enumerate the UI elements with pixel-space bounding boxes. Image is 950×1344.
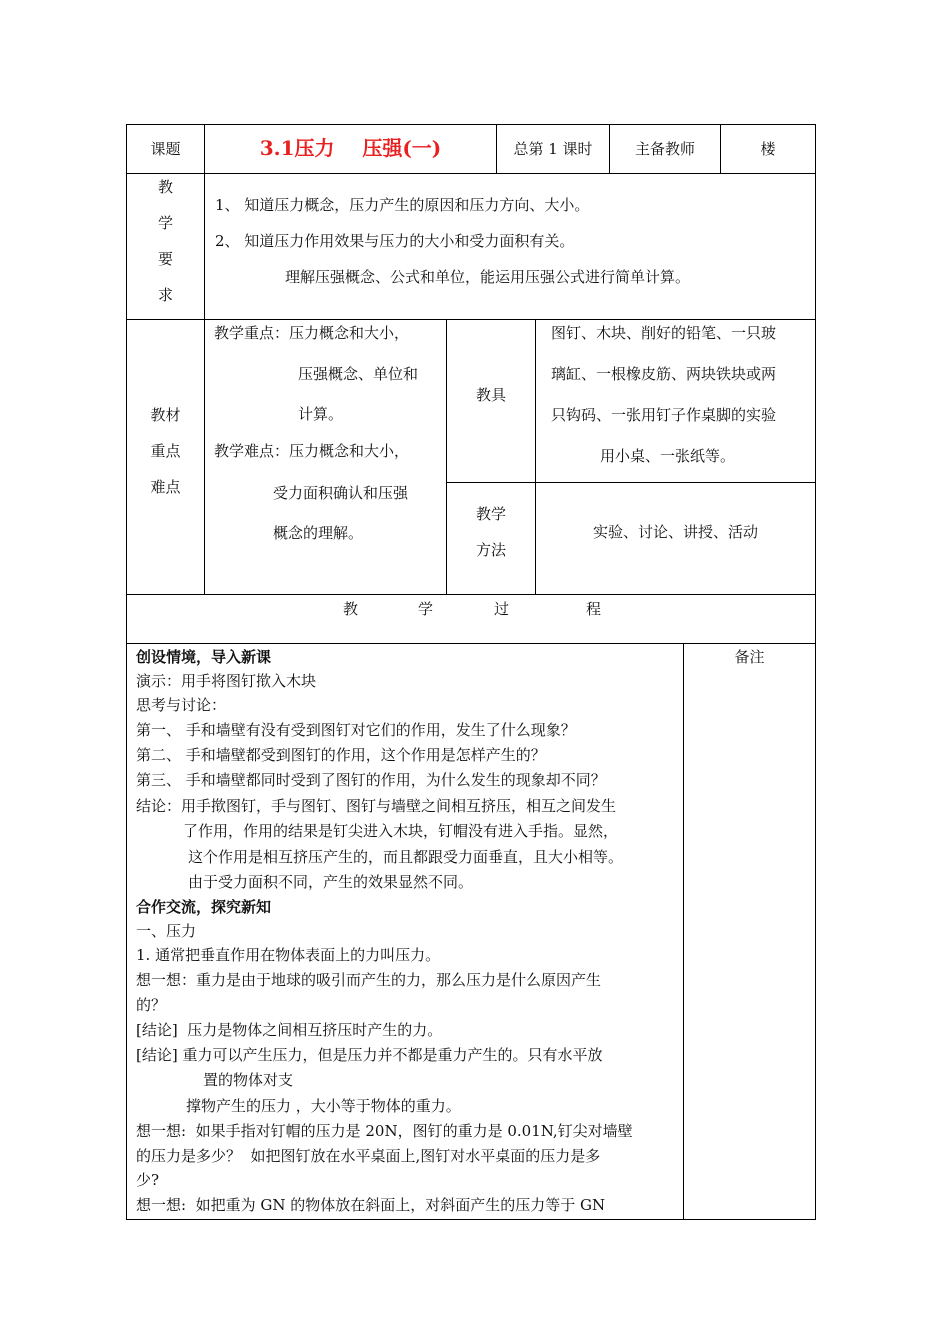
row-divider <box>126 594 816 595</box>
body-text-line: 撑物产生的压力 ，大小等于物体的重力。 <box>186 1097 461 1115</box>
col-divider <box>204 124 205 595</box>
process-header-char: 过 <box>494 600 510 618</box>
body-text-line: 结论：用手揿图钉，手与图钉、图钉与墙壁之间相互挤压，相互之间发生 <box>136 797 617 815</box>
body-text-line: [结论] 重力可以产生压力，但是压力并不都是重力产生的。只有水平放 <box>136 1046 603 1064</box>
requirements-label-char: 学 <box>157 214 173 232</box>
table-border-bottom <box>126 1219 816 1220</box>
body-text-line: 少? <box>136 1171 160 1189</box>
body-text-line: 思考与讨论： <box>136 696 227 714</box>
section-heading: 创设情境，导入新课 <box>136 648 272 666</box>
materials-label-line: 教材 <box>150 406 181 424</box>
table-border-top <box>126 124 816 125</box>
body-text-line: [结论] 压力是物体之间相互挤压时产生的力。 <box>136 1021 443 1039</box>
body-text-line: 第一、 手和墙壁有没有受到图钉对它们的作用，发生了什么现象？ <box>136 721 576 739</box>
body-text-line: 想一想: 如果手指对钉帽的压力是 20N，图钉的重力是 0.01N,钉尖对墙壁 <box>136 1122 633 1140</box>
body-text-line: 1. 通常把垂直作用在物体表面上的力叫压力。 <box>136 946 441 964</box>
difficulty-line: 概念的理解。 <box>273 524 364 542</box>
body-text-line: 第三、 手和墙壁都同时受到了图钉的作用，为什么发生的现象却不同？ <box>136 771 606 789</box>
method-label-line: 教学 <box>475 505 506 523</box>
requirement-item: 理解压强概念、公式和单位，能运用压强公式进行简单计算。 <box>285 268 691 286</box>
tools-label: 教具 <box>475 386 506 404</box>
body-text-line: 想一想：重力是由于地球的吸引而产生的力，那么压力是什么原因产生 <box>136 971 602 989</box>
requirement-item: 1、 知道压力概念，压力产生的原因和压力方向、大小。 <box>215 196 590 214</box>
key-point-line: 教学重点：压力概念和大小， <box>214 324 410 342</box>
tools-line: 图钉、木块、削好的铅笔、一只玻 <box>551 324 777 342</box>
key-point-line: 压强概念、单位和 <box>298 365 419 383</box>
process-header-char: 程 <box>586 600 602 618</box>
body-text-line: 的压力是多少？ 如把图钉放在水平桌面上,图钉对水平桌面的压力是多 <box>136 1147 601 1165</box>
difficulty-line: 受力面积确认和压强 <box>273 484 409 502</box>
row-divider <box>126 319 816 320</box>
lesson-count: 总第 1 课时 <box>513 140 593 158</box>
difficulty-line: 教学难点：压力概念和大小， <box>214 442 410 460</box>
row-divider <box>126 643 816 644</box>
requirement-item: 2、 知道压力作用效果与压力的大小和受力面积有关。 <box>215 232 575 250</box>
body-text-line: 一、压力 <box>136 922 197 940</box>
requirements-label-char: 要 <box>157 250 173 268</box>
remarks-label: 备注 <box>734 648 765 666</box>
requirements-label-char: 教 <box>157 178 173 196</box>
tools-line: 只钩码、一张用钉子作桌脚的实验 <box>551 406 777 424</box>
method-label-line: 方法 <box>475 541 506 559</box>
row-divider <box>446 482 816 483</box>
col-divider <box>535 319 536 595</box>
body-text-line: 了作用，作用的结果是钉尖进入木块，钉帽没有进入手指。显然， <box>183 822 619 840</box>
building-label: 楼 <box>760 140 776 158</box>
body-text-line: 由于受力面积不同，产生的效果显然不同。 <box>188 873 474 891</box>
body-text-line: 的？ <box>136 996 167 1014</box>
body-text-line: 这个作用是相互挤压产生的，而且都跟受力面垂直，且大小相等。 <box>188 848 624 866</box>
requirements-label-char: 求 <box>157 286 173 304</box>
body-text-line: 置的物体对支 <box>203 1071 294 1089</box>
process-header-char: 学 <box>418 600 434 618</box>
body-text-line: 第二、 手和墙壁都受到图钉的作用，这个作用是怎样产生的？ <box>136 746 546 764</box>
col-divider <box>683 643 684 1220</box>
section-heading: 合作交流，探究新知 <box>136 898 272 916</box>
table-border-right <box>815 124 816 1220</box>
tools-line: 璃缸、一根橡皮筋、两块铁块或两 <box>551 365 777 383</box>
lesson-title: 3.1压力 压强(一) <box>259 136 442 160</box>
methods-text: 实验、讨论、讲授、活动 <box>592 523 758 541</box>
key-point-line: 计算。 <box>298 405 344 423</box>
row-divider <box>126 173 816 174</box>
materials-label-line: 难点 <box>150 478 181 496</box>
body-text-line: 想一想: 如把重为 GN 的物体放在斜面上，对斜面产生的压力等于 GN <box>136 1196 606 1214</box>
materials-label-line: 重点 <box>150 442 181 460</box>
main-teacher-label: 主备教师 <box>634 140 695 158</box>
tools-line: 用小桌、一张纸等。 <box>600 447 736 465</box>
topic-label: 课题 <box>150 140 181 158</box>
body-text-line: 演示：用手将图钉揿入木块 <box>136 672 317 690</box>
process-header-char: 教 <box>343 600 359 618</box>
